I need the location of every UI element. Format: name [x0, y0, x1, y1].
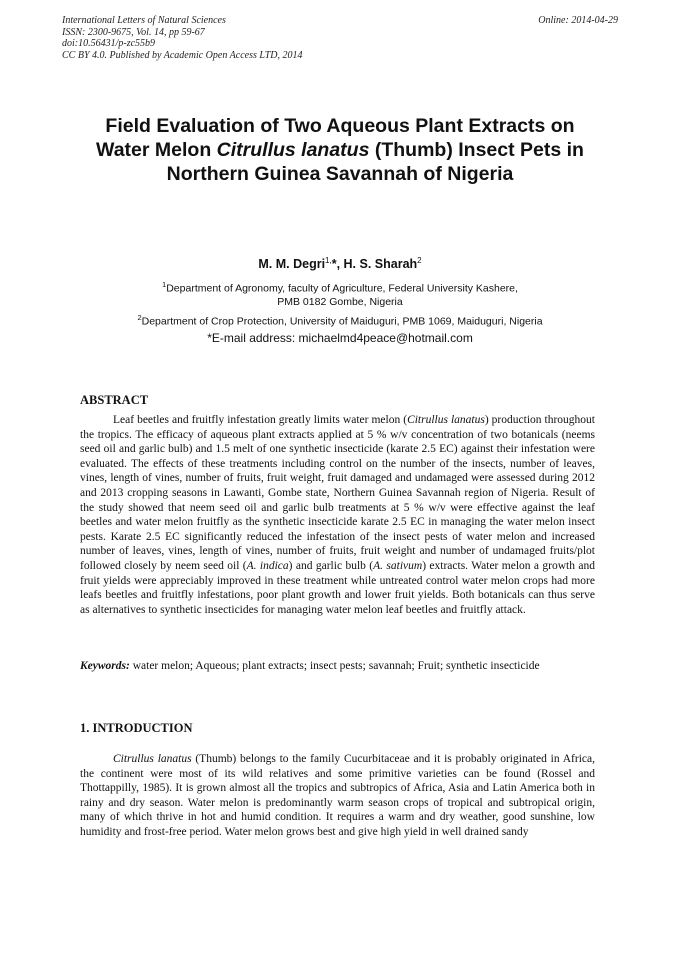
author-1-affil: 1,	[325, 256, 332, 265]
affiliation-1-line-1: Department of Agronomy, faculty of Agriculture, Federal University Kashere,	[166, 282, 518, 295]
keywords-text: water melon; Aqueous; plant extracts; insect pests; savannah; Fruit; synthetic insecticide	[129, 660, 540, 672]
intro-species: Citrullus lanatus	[113, 753, 192, 765]
keywords-label: Keywords	[80, 660, 126, 672]
abstract-text-2: ) production throughout the tropics. The efficacy of aqueous plant extracts applied at 5 % w/v concentration of two botanicals (neems seed oil and garlic bulb) and 1.5 melt of one synthetic insecticide (karate 2.5 EC) against their infestation were evaluated. The effects of these treatments including control on the number of the insects, number of leaves, vines, length of vines, number of fruits, fruit weight, fruit damaged and undamaged were assessed during 2012 and 2013 cropping seasons in Lawanti, Gombe state, Northern Guinea Savannah region of Nigeria. Result of the study showed that neem seed oil and garlic bulb treatments at 5 % w/v were effective against the leaf beetles and water melon fruitfly as the synthetic insecticide karate 2.5 EC in managing the water melon insect pests. Karate 2.5 EC significantly reduced the infestation of the insect pests of water melon and increased number of leaves, vines, length of vines, number of fruits, fruit weight and number of undamaged fruits/plot followed closely by neem seed oil (	[80, 414, 595, 572]
abstract-paragraph	[80, 413, 595, 617]
introduction-paragraph	[80, 752, 595, 840]
title-line-2-post: (Thumb) Insect Pets in	[369, 139, 584, 161]
issn-line: ISSN: 2300-9675, Vol. 14, pp 59-67	[62, 26, 205, 38]
paper-title	[62, 114, 618, 186]
title-line-1: Field Evaluation of Two Aqueous Plant Extracts on	[105, 115, 575, 137]
abstract-body	[80, 413, 595, 617]
keywords-line	[80, 660, 595, 672]
affiliation-2	[62, 311, 618, 329]
author-2: H. S. Sharah	[343, 257, 418, 272]
affiliation-1-sup: 1	[162, 280, 167, 289]
title-line-3: Northern Guinea Savannah of Nigeria	[166, 163, 514, 185]
abstract-text-3: ) and garlic bulb (	[288, 559, 374, 572]
abstract-text-1: Leaf beetles and fruitfly infestation greatly limits water melon (	[113, 414, 408, 426]
online-date: Online: 2014-04-29	[538, 15, 618, 26]
affiliation-1-line-2: PMB 0182 Gombe, Nigeria	[277, 296, 403, 308]
corresponding-email: *E-mail address: michaelmd4peace@hotmail.com	[207, 331, 473, 345]
author-1: M. M. Degri	[258, 257, 326, 272]
title-line-2-pre: Water Melon	[96, 139, 217, 161]
title-line-2	[62, 138, 618, 162]
affiliation-2-text: Department of Crop Protection, University of Maiduguri, PMB 1069, Maiduguri, Nigeria	[141, 315, 543, 328]
doi-line: doi:10.56431/p-zc55b9	[62, 38, 156, 49]
title-species: Citrullus lanatus	[216, 139, 370, 161]
abstract-text-4: ) extracts. Water melon a growth and fruit yields were appreciably improved in these treatment while untreated control water melon crops had more leafs beetles and fruitfly infestations, poor plant growth and lower fruit yields. Both botanicals can thus serve as alternatives to synthetic insecticides for managing water melon leaf beetles and fruitfly attack.	[80, 559, 595, 616]
affiliation-2-sup: 2	[137, 313, 142, 322]
keywords-colon: :	[126, 660, 130, 672]
abstract-species-1: Citrullus lanatus	[407, 414, 485, 426]
author-2-affil: 2	[417, 256, 422, 265]
abstract-species-3: A. sativum	[373, 559, 423, 572]
introduction-heading: 1. INTRODUCTION	[80, 721, 193, 735]
corresponding-mark: *,	[331, 257, 344, 272]
journal-header	[62, 15, 618, 61]
affiliation-1	[62, 278, 618, 310]
intro-text: (Thumb) belongs to the family Cucurbitaceae and it is probably originated in Africa, the continent were most of its wild relatives and some primitive varieties can be found (Rossel and Thottappilly, 1985). It is grown almost all the tropics and subtropics of Africa, Asia and Latin America both in rainy and dry season. Water melon is predominantly warm season crops of tropical and subtropical origin, many of which thrive in hot and humid condition. It requires a warm and dry weather, good sunshine, low humidity and frost-free period. Water melon grows best and give high yield in well drained sandy	[80, 753, 595, 838]
journal-name: International Letters of Natural Sciences	[62, 15, 226, 26]
author-list	[62, 256, 618, 271]
introduction-body	[80, 752, 595, 840]
abstract-heading: ABSTRACT	[80, 393, 149, 407]
abstract-species-2: A. indica	[246, 559, 289, 572]
license-line: CC BY 4.0. Published by Academic Open Access LTD, 2014	[62, 49, 303, 61]
